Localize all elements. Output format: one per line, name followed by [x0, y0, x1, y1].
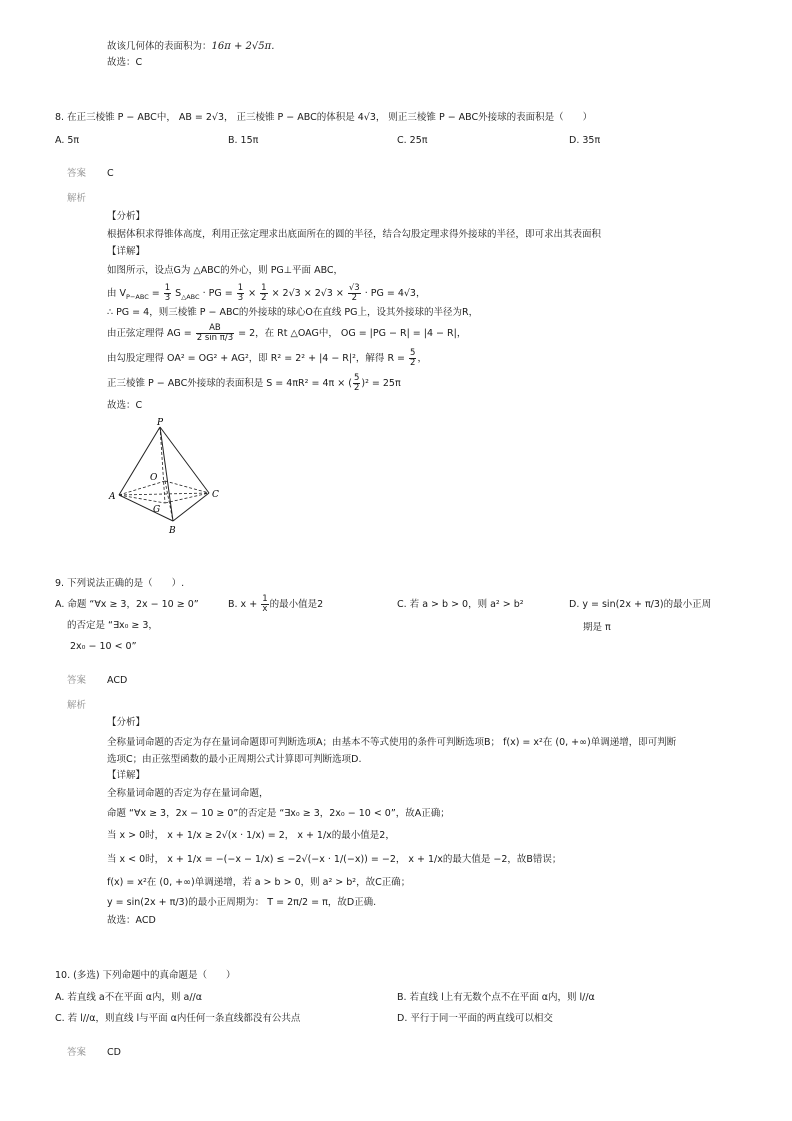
q9-option-c[interactable]: C. 若 a > b > 0，则 a² > b²: [397, 599, 524, 610]
q9-detail-line-1: 全称量词命题的否定为存在量词命题，: [107, 788, 269, 799]
q9-option-b[interactable]: B. x + $\frac{1}{x}$ 的最小值是2: [228, 594, 324, 614]
q9-option-a-line-2: 的否定是 “∃x₀ ≥ 3，: [67, 620, 158, 631]
fig-label-b: B: [169, 526, 176, 536]
q10-option-b[interactable]: B. 若直线 l上有无数个点不在平面 α内，则 l//α: [397, 992, 595, 1003]
q9-answer: ACD: [107, 675, 128, 686]
q9-detail-line-4: 当 x < 0时， x + 1/x = −(−x − 1/x) ≤ −2√(−x · 1/(−x)) = −2， x + 1/x的最大值是 −2，故B错误；: [107, 854, 562, 865]
frac-ag: $\frac{AB}{\text{2 sin π/3}}$: [196, 323, 234, 343]
frac-one-third: $\frac{1}{3}$: [164, 283, 171, 303]
q8-option-d[interactable]: D. 35π: [569, 135, 601, 146]
q10-answer: CD: [107, 1047, 121, 1058]
q9-option-d-line-2: 期是 π: [583, 622, 611, 633]
q9-fenxi-tag: 【分析】: [107, 717, 146, 728]
q10-option-d[interactable]: D. 平行于同一平面的两直线可以相交: [397, 1013, 553, 1024]
fig-label-c: C: [212, 490, 219, 500]
q9-answer-label: 答案: [67, 675, 87, 686]
q9-fenxi-line-2: 选项C；由正弦型函数的最小正周期公式计算即可判断选项D.: [107, 754, 362, 765]
frac-one-third-b: $\frac{1}{3}$: [237, 283, 244, 303]
q9-fenxi-line-1: 全称量词命题的否定为存在量词命题即可判断选项A；由基本不等式使用的条件可判断选项B； f(x) = x²在 (0, +∞)单调递增，即可判断: [107, 737, 677, 748]
q8-option-a[interactable]: A. 5π: [55, 135, 80, 146]
tetrahedron-figure: [105, 415, 230, 540]
q9-detail-line-5: f(x) = x²在 (0, +∞)单调递增，若 a > b > 0，则 a² > b²，故C正确；: [107, 877, 411, 888]
q9-analysis-label: 解析: [67, 700, 87, 711]
frac-one-half: $\frac{1}{2}$: [261, 283, 267, 303]
q9-option-d-line-1[interactable]: D. y = sin(2x + π/3)的最小正周: [569, 599, 712, 610]
prev-answer-line: 故选：C: [107, 57, 143, 68]
q10-option-c[interactable]: C. 若 l//α，则直线 l与平面 α内任何一条直线都没有公共点: [55, 1013, 301, 1024]
frac-sqrt3-half: $\frac{√3}{2}$: [348, 283, 360, 303]
q8-xiangjie-tag: 【详解】: [107, 246, 146, 257]
q10-answer-label: 答案: [67, 1047, 87, 1058]
q8-line-4: 由正弦定理得 AG = $\frac{AB}{\text{2 sin π/3}}$ = 2，在 Rt △OAG中， OG = |PG − R| = |4 − R|，: [107, 323, 467, 343]
q9-detail-line-6: y = sin(2x + π/3)的最小正周期为： T = 2π/2 = π，故D正确.: [107, 897, 377, 908]
q8-line-1: 如图所示，设点G为 △ABC的外心，则 PG⊥平面 ABC，: [107, 265, 344, 276]
q8-fenxi-text: 根据体积求得锥体高度，利用正弦定理求出底面所在的圆的半径，结合勾股定理求得外接球的半径，即可求出其表面积: [107, 229, 602, 240]
fig-label-p: P: [157, 418, 164, 428]
q8-option-b[interactable]: B. 15π: [228, 135, 259, 146]
frac-radius: $\frac{5}{2}$: [410, 348, 416, 368]
q8-answer: C: [107, 168, 114, 179]
fig-label-g: G: [153, 505, 161, 515]
q8-fenxi-tag: 【分析】: [107, 211, 146, 222]
q8-line-2: 由 $V_{P-ABC}$ = $\frac{1}{3}$ $S_{\triangle ABC}$ · PG = $\frac{1}{3}$ × $\frac{1}{2}$ × 2√3 × 2√3 × $\frac{√3}{2}$ · PG = 4√3，: [107, 283, 426, 303]
q9-option-a-line-1[interactable]: A. 命题 “∀x ≥ 3，2x − 10 ≥ 0”: [55, 599, 199, 610]
q9-conclusion: 故选：ACD: [107, 915, 156, 926]
q8-line-3: ∴ PG = 4，则三棱锥 P − ABC的外接球的球心O在直线 PG上，设其外接球的半径为R，: [107, 307, 479, 318]
q10-stem: 10. (多选) 下列命题中的真命题是（ ）: [55, 970, 236, 981]
q10-option-a[interactable]: A. 若直线 a不在平面 α内，则 a//α: [55, 992, 202, 1003]
q9-xiangjie-tag: 【详解】: [107, 770, 146, 781]
q9-option-a-line-3: 2x₀ − 10 < 0”: [70, 641, 137, 652]
q8-option-c[interactable]: C. 25π: [397, 135, 428, 146]
q8-line-6: 正三棱锥 P − ABC外接球的表面积是 S = 4πR² = 4π × ( $\frac{5}{2}$ )² = 25π: [107, 373, 401, 393]
fig-label-a: A: [109, 492, 116, 502]
q8-answer-label: 答案: [67, 168, 87, 179]
frac-one-over-x: $\frac{1}{x}$: [262, 594, 268, 614]
prev-area-line: 故该几何体的表面积为：16π + 2√5π.: [107, 41, 275, 52]
fig-label-o: O: [150, 473, 158, 483]
q8-analysis-label: 解析: [67, 193, 87, 204]
frac-five-halves: $\frac{5}{2}$: [353, 373, 360, 393]
q9-detail-line-3: 当 x > 0时， x + 1/x ≥ 2√(x · 1/x) = 2， x + 1/x的最小值是2，: [107, 830, 395, 841]
q8-conclusion: 故选：C: [107, 400, 143, 411]
q9-stem: 9. 下列说法正确的是（ ）.: [55, 578, 185, 589]
q8-stem: 8. 在正三棱锥 P − ABC中， AB = 2√3， 正三棱锥 P − ABC的体积是 4√3， 则正三棱锥 P − ABC外接球的表面积是（ ）: [55, 112, 593, 123]
q8-line-5: 由勾股定理得 OA² = OG² + AG²，即 R² = 2² + |4 − R|²，解得 R = $\frac{5}{2}$ ，: [107, 348, 427, 368]
q9-detail-line-2: 命题 “∀x ≥ 3，2x − 10 ≥ 0”的否定是 “∃x₀ ≥ 3，2x₀ − 10 < 0”，故A正确；: [107, 808, 450, 819]
